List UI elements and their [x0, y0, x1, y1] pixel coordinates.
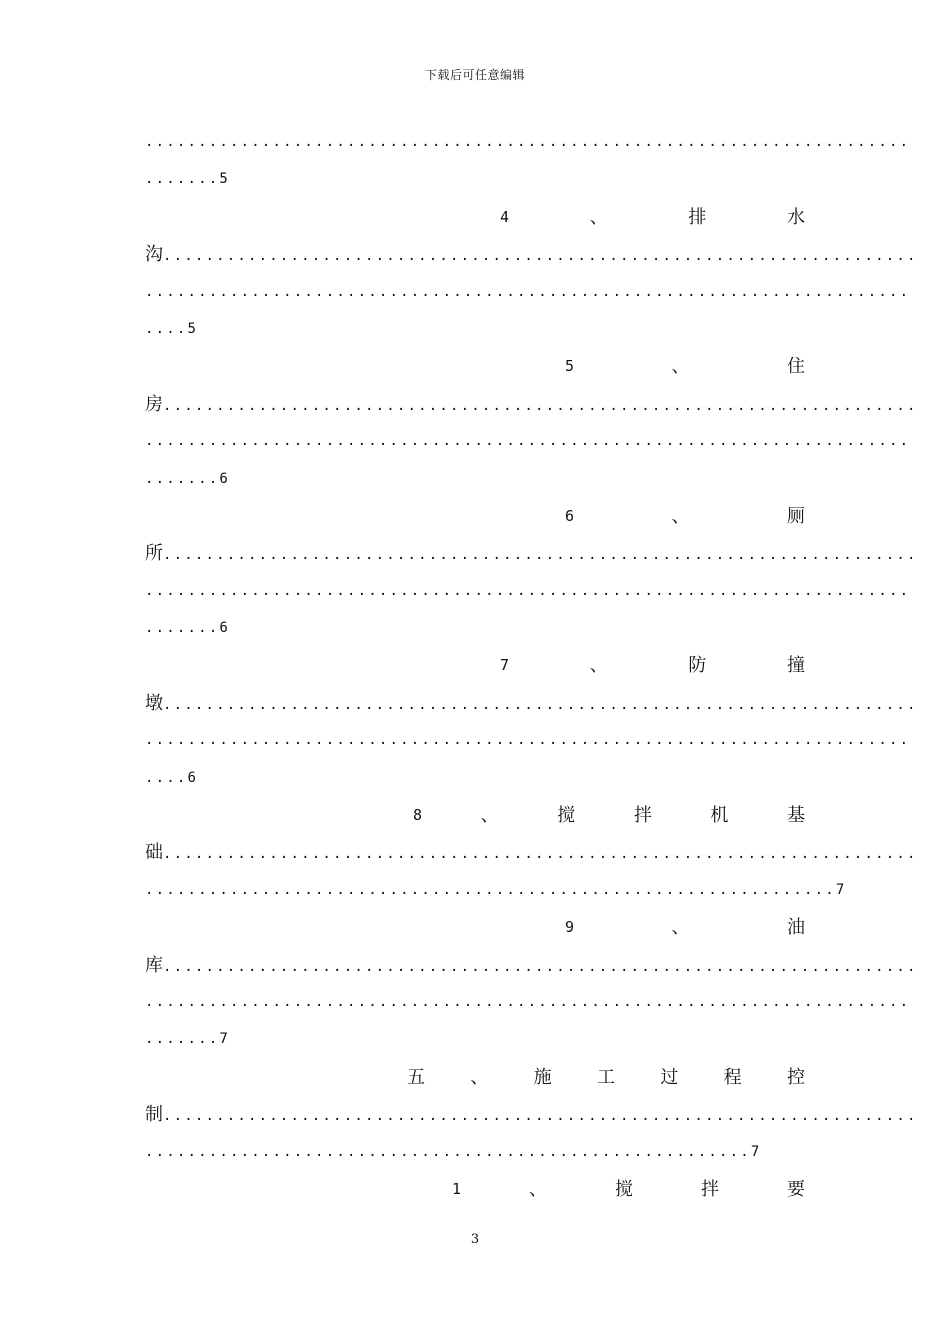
- toc-entry-line: [145, 535, 918, 572]
- toc-entry-heading: [145, 1171, 805, 1208]
- toc-entry-heading: [145, 348, 805, 385]
- toc-entry-heading: [145, 647, 805, 684]
- toc-entry-line: [145, 685, 918, 722]
- toc-entry-separator: 、: [589, 655, 608, 677]
- toc-entry-title-char: 搅: [557, 805, 576, 827]
- toc-entry-heading: [145, 909, 805, 946]
- toc-entry-title-char: 搅: [615, 1178, 633, 1200]
- toc-entry-line: [145, 1096, 918, 1133]
- toc-entry-title-char: 撞: [787, 655, 805, 677]
- toc-entry-title-char: 过: [660, 1066, 679, 1088]
- toc-dot-line: ........................................................................: [145, 732, 911, 749]
- toc-entry-first-char: 制: [145, 1104, 163, 1126]
- toc-section-number: 五: [407, 1066, 425, 1088]
- toc-entry-number: 8: [413, 806, 423, 825]
- toc-entry-number: 5: [565, 357, 575, 376]
- toc-page-ref: ....5: [145, 320, 199, 337]
- toc-entry-number: 7: [500, 656, 510, 675]
- toc-dot-leader: .......................................................................: [163, 958, 918, 975]
- toc-entry-title-char: 防: [688, 655, 707, 677]
- toc-page-ref: .......7: [145, 1031, 231, 1048]
- toc-entry-first-char: 库: [145, 954, 163, 976]
- toc-entry-number: 1: [452, 1179, 462, 1198]
- toc-entry-number: 9: [565, 918, 575, 937]
- toc-dot-leader: .......................................................................: [163, 846, 918, 863]
- toc-dot-line: ........................................................................: [145, 283, 911, 300]
- toc-entry-number: 6: [565, 506, 575, 525]
- toc-dot-leader: .......................................................................: [163, 397, 918, 414]
- toc-entry-first-char: 沟: [145, 244, 163, 266]
- toc-dot-line: ........................................................................: [145, 993, 911, 1010]
- toc-section-heading: [145, 1059, 805, 1096]
- toc-dot-line: ........................................................................: [145, 134, 911, 150]
- toc-entry-title-char: 程: [723, 1066, 742, 1088]
- toc-dot-line: ........................................................................: [145, 582, 911, 599]
- toc-entry-heading: [145, 498, 805, 535]
- toc-dot-leader: .......................................................................: [163, 1108, 918, 1125]
- page-header: 下载后可任意编辑: [424, 68, 525, 82]
- toc-entry-title-char: 拌: [633, 805, 652, 827]
- toc-entry-line: [145, 236, 918, 273]
- toc-entry-title-char: 油: [787, 917, 805, 939]
- toc-entry-heading: [145, 797, 805, 834]
- toc-page-ref: .......6: [145, 620, 231, 637]
- toc-dot-line: ........................................................................: [145, 433, 911, 450]
- toc-entry-line: [145, 386, 918, 423]
- page-number: 3: [470, 1232, 480, 1247]
- toc-entry-number: 4: [500, 207, 510, 226]
- toc-dot-leader: .......................................................................: [163, 248, 918, 265]
- toc-dot-leader: .......................................................................: [163, 547, 918, 564]
- toc-entry-title-char: 水: [787, 206, 805, 228]
- toc-entry-title-char: 施: [533, 1066, 552, 1088]
- table-of-contents: [145, 124, 918, 1208]
- toc-entry-first-char: 所: [145, 543, 163, 565]
- toc-entry-title-char: 厕: [787, 505, 805, 527]
- toc-dot-leader: .......................................................................: [163, 696, 918, 713]
- toc-page-ref: .................................................................7: [145, 881, 847, 898]
- toc-entry-first-char: 房: [145, 393, 163, 415]
- toc-entry-separator: 、: [480, 805, 499, 827]
- toc-entry-separator: 、: [671, 505, 690, 527]
- toc-entry-line: [145, 834, 918, 871]
- toc-entry-separator: 、: [589, 206, 608, 228]
- toc-entry-separator: 、: [671, 917, 690, 939]
- toc-entry-title-char: 要: [786, 1178, 805, 1200]
- toc-entry-line: [145, 947, 918, 984]
- toc-entry-first-char: 墩: [145, 692, 163, 714]
- toc-entry-separator: 、: [529, 1178, 548, 1200]
- toc-entry-title-char: 排: [688, 206, 707, 228]
- toc-entry-heading: [145, 199, 805, 236]
- toc-page-ref: ....6: [145, 769, 199, 786]
- toc-entry-title-char: 机: [710, 805, 729, 827]
- toc-entry-title-char: 拌: [700, 1178, 719, 1200]
- toc-entry-title-char: 控: [786, 1066, 805, 1088]
- toc-entry-title-char: 住: [787, 356, 805, 378]
- toc-entry-separator: 、: [470, 1066, 489, 1088]
- toc-entry-title-char: 基: [787, 805, 805, 827]
- toc-page-ref: .......5: [145, 171, 231, 188]
- toc-entry-first-char: 础: [145, 842, 163, 864]
- toc-page-ref: .........................................................7: [145, 1143, 762, 1160]
- toc-entry-separator: 、: [671, 356, 690, 378]
- toc-entry-title-char: 工: [596, 1066, 615, 1088]
- toc-page-ref: .......6: [145, 470, 231, 487]
